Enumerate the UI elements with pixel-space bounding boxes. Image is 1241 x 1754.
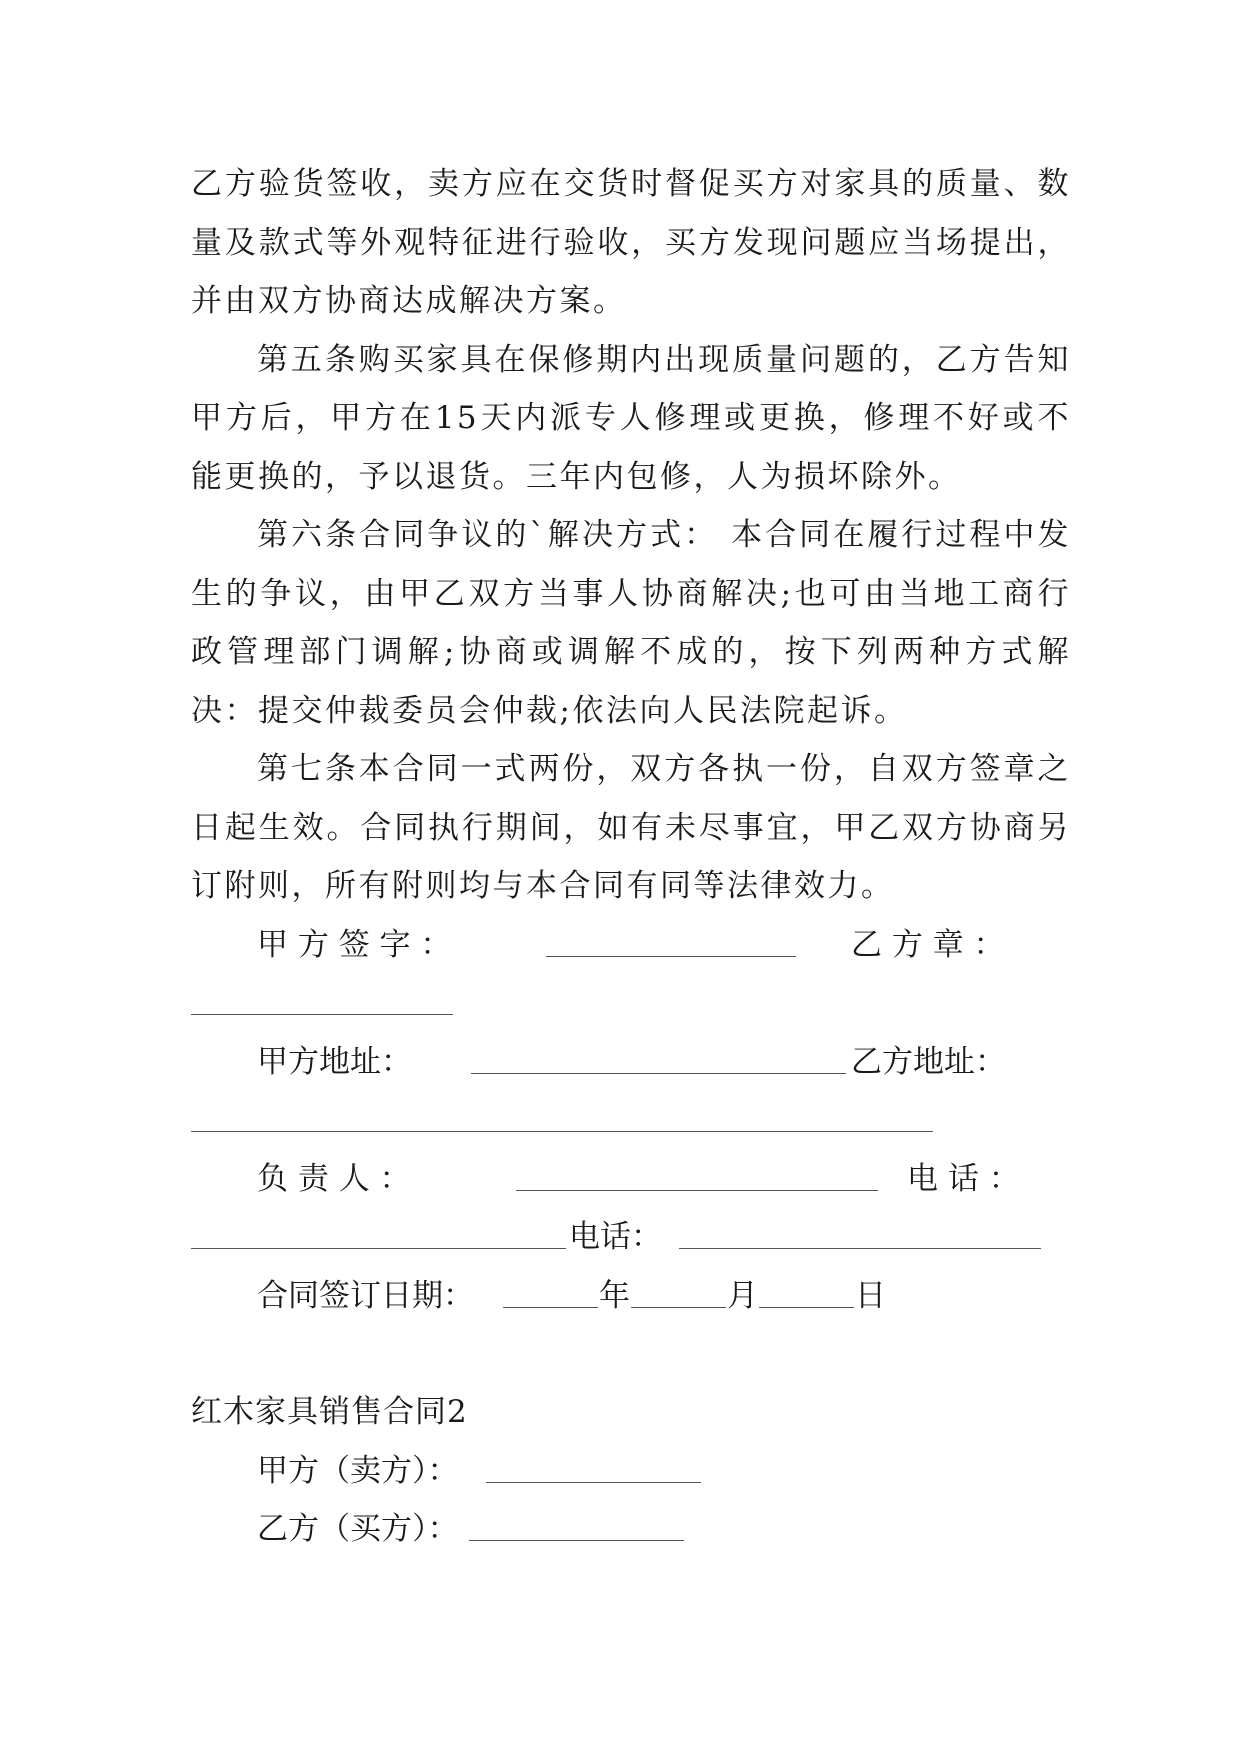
- phone-blank-2[interactable]: [679, 1218, 1041, 1249]
- seller-row: [191, 1442, 1071, 1501]
- address-row: [191, 1033, 1071, 1092]
- spacer: [191, 1325, 1071, 1383]
- buyer-blank[interactable]: [469, 1510, 684, 1541]
- party-a-address-label: 甲方地址：: [257, 1043, 412, 1080]
- party-b-seal-label: 乙 方 章 ：: [851, 926, 1005, 963]
- buyer-label: 乙方（买方）：: [257, 1511, 459, 1547]
- party-a-sign-blank[interactable]: [546, 926, 796, 957]
- sign-date-row: [191, 1267, 1071, 1326]
- seller-blank[interactable]: [486, 1452, 701, 1483]
- document-page: [191, 155, 1071, 1559]
- year-blank[interactable]: [503, 1277, 598, 1308]
- party-a-address-blank[interactable]: [471, 1043, 846, 1074]
- phone-row: [191, 1208, 1071, 1267]
- party-a-sign-label: 甲 方 签 字 ：: [257, 926, 452, 963]
- party-b-seal-blank[interactable]: [191, 984, 453, 1015]
- sign-date-label: 合同签订日期：: [257, 1277, 474, 1314]
- responsible-label: 负 责 人 ：: [257, 1160, 411, 1197]
- paragraph-inspection: 乙方验货签收，卖方应在交货时督促买方对家具的质量、数量及款式等外观特征进行验收，买方发现问题应当场提出，并由双方协商达成解决方案。: [191, 166, 1071, 319]
- buyer-row: [191, 1500, 1071, 1559]
- party-b-address-blank[interactable]: [191, 1101, 933, 1132]
- year-label: 年: [599, 1277, 630, 1314]
- seller-label: 甲方（卖方）：: [257, 1452, 459, 1489]
- month-blank[interactable]: [631, 1277, 726, 1308]
- paragraph-article-7: 第七条本合同一式两份，双方各执一份，自双方签章之日起生效。合同执行期间，如有未尽事宜，甲乙双方协商另订附则，所有附则均与本合同有同等法律效力。: [191, 751, 1071, 904]
- paragraph-article-5: 第五条购买家具在保修期内出现质量问题的，乙方告知甲方后，甲方在15天内派专人修理或更换，修理不好或不能更换的，予以退货。三年内包修，人为损坏除外。: [191, 341, 1071, 495]
- address-row-cont: [191, 1091, 1071, 1150]
- second-contract-title: 红木家具销售合同2: [191, 1394, 468, 1430]
- signature-row-1-cont: [191, 974, 1071, 1033]
- phone-label: 电话：: [569, 1219, 662, 1255]
- party-b-address-label: 乙方地址：: [851, 1043, 1006, 1080]
- paragraph-article-6: 第六条合同争议的`解决方式： 本合同在履行过程中发生的争议，由甲乙双方当事人协商解决;也可由当地工商行政管理部门调解;协商或调解不成的，按下列两种方式解决：提交仲裁委员会仲裁;依法向人民法院起诉。: [191, 517, 1071, 729]
- day-label: 日: [855, 1277, 886, 1314]
- month-label: 月: [727, 1277, 758, 1314]
- responsible-row: [191, 1150, 1071, 1209]
- phone-spaced-label: 电 话 ：: [907, 1160, 1020, 1197]
- signature-row-1: [191, 916, 1071, 975]
- day-blank[interactable]: [759, 1277, 854, 1308]
- phone-blank-1[interactable]: [191, 1218, 566, 1249]
- responsible-blank[interactable]: [516, 1160, 878, 1191]
